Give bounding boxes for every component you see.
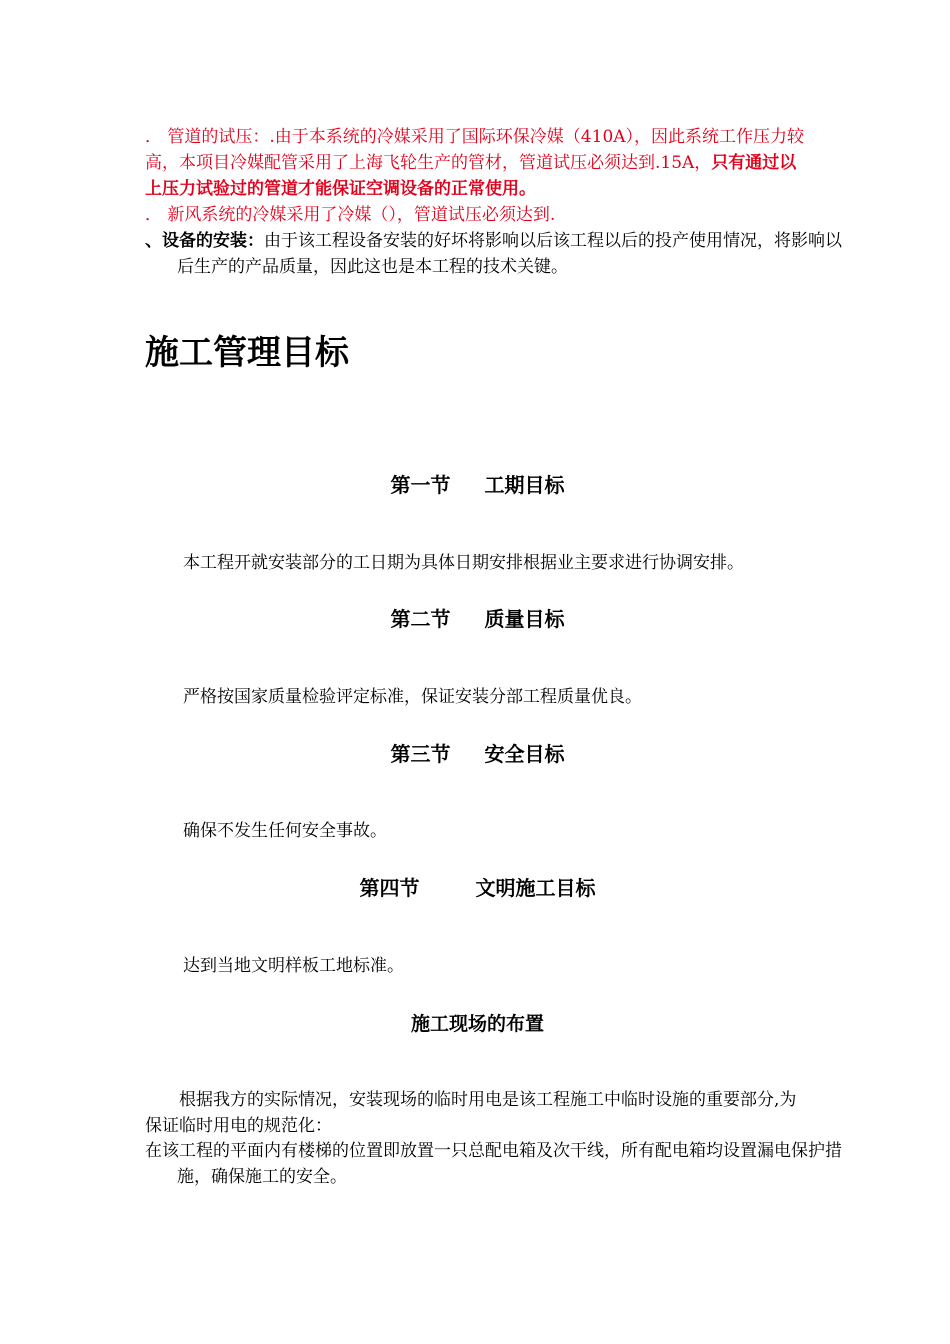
section-body-3: 确保不发生任何安全事故。 <box>183 821 387 841</box>
pipe-pressure-test-paragraph <box>145 124 810 202</box>
section-heading-1 <box>145 471 810 499</box>
main-title: 施工管理目标 <box>145 333 349 373</box>
pipe-pressure-test-text: ． 管道的试压：.由于本系统的冷媒采用了国际环保冷媒（410A），因此系统工作压力较高，本项目冷媒配管采用了上海飞轮生产的管材，管道试压必须达到.15A， <box>145 127 805 173</box>
section-heading-2 <box>145 605 810 633</box>
section-number: 第一节 <box>390 473 451 497</box>
section-title: 安全目标 <box>484 742 565 766</box>
section-heading-4 <box>145 874 810 902</box>
section-number: 第四节 <box>359 876 420 900</box>
equipment-install-text: 由于该工程设备安装的好坏将影响以后该工程以后的投产使用情况，将影响以后生产的产品质量，因此这也是本工程的技术关键。 <box>177 231 842 277</box>
site-distribution-paragraph: 在该工程的平面内有楼梯的位置即放置一只总配电箱及次干线，所有配电箱均设置漏电保护措施，确保施工的安全。 <box>145 1141 842 1187</box>
equipment-install-paragraph <box>145 228 842 280</box>
site-layout-title: 施工现场的布置 <box>410 1013 544 1035</box>
section-title: 工期目标 <box>484 473 565 497</box>
pipe-pressure-test-bold-text: 只有通过以上压力试验过的管道才能保证空调设备的正常使用。 <box>145 153 797 199</box>
section-body-4: 达到当地文明样板工地标准。 <box>183 956 404 976</box>
section-body-1: 本工程开就安装部分的工日期为具体日期安排根据业主要求进行协调安排。 <box>183 553 744 573</box>
fresh-air-pressure-paragraph: ． 新风系统的冷媒采用了冷媒（），管道试压必须达到. <box>145 205 556 225</box>
section-title: 文明施工目标 <box>475 876 596 900</box>
section-body-2: 严格按国家质量检验评定标准，保证安装分部工程质量优良。 <box>183 687 642 707</box>
section-number: 第三节 <box>390 742 451 766</box>
section-number: 第二节 <box>390 607 451 631</box>
section-heading-3 <box>145 740 810 768</box>
site-power-paragraph: 根据我方的实际情况，安装现场的临时用电是该工程施工中临时设施的重要部分,为保证临时用电的规范化： <box>145 1090 797 1136</box>
section-title: 质量目标 <box>484 607 565 631</box>
equipment-install-label: 、设备的安装： <box>145 231 264 251</box>
